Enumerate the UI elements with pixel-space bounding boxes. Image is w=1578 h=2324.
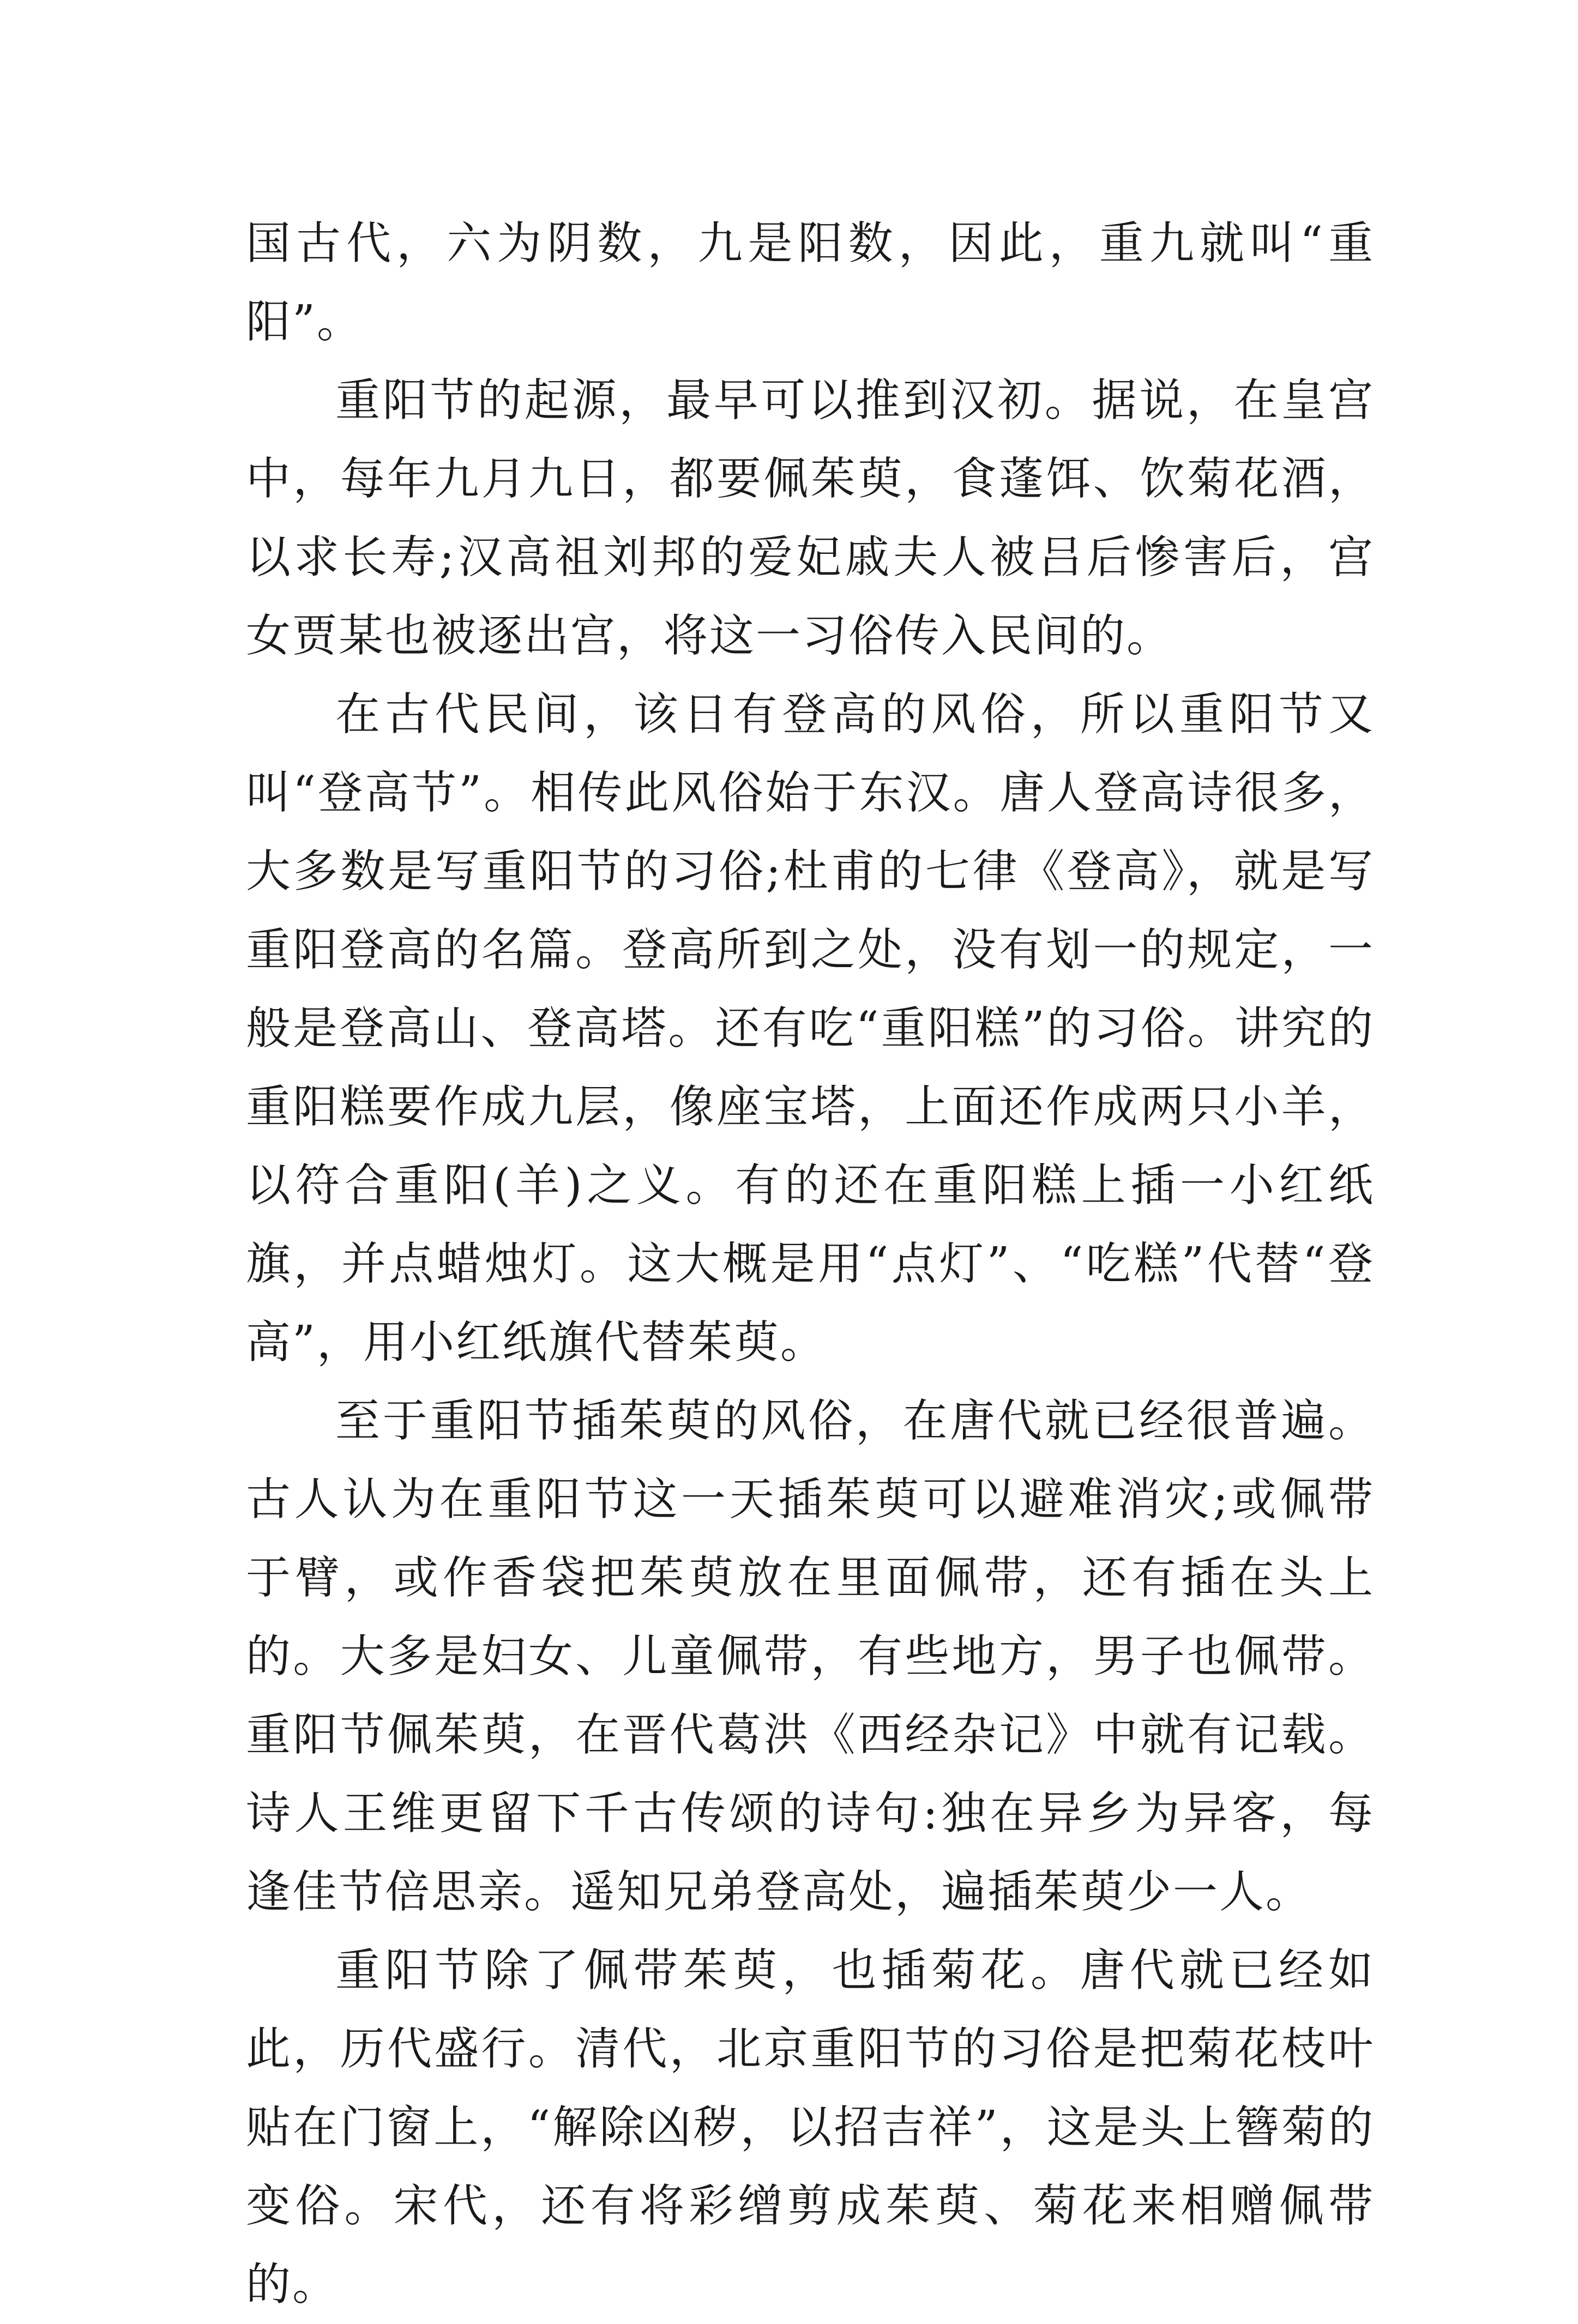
paragraph-origin: 重阳节的起源，最早可以推到汉初。据说，在皇宫中，每年九月九日，都要佩茱萸，食蓬饵、饮菊花酒，以求长寿;汉高祖刘邦的爱妃戚夫人被吕后惨害后，宫女贾某也被逐出宫，将这一习俗传入民间的。 (246, 375, 1375, 662)
paragraph-zhuyu-custom: 至于重阳节插茱萸的风俗，在唐代就已经很普遍。古人认为在重阳节这一天插茱萸可以避难消灾;或佩带于臂，或作香袋把茱萸放在里面佩带，还有插在头上的。大多是妇女、儿童佩带，有些地方，男子也佩带。重阳节佩茱萸，在晋代葛洪《西经杂记》中就有记载。诗人王维更留下千古传颂的诗句:独在异乡为异客，每逢佳节倍思亲。遥知兄弟登高处，遍插茱萸少一人。 (246, 1395, 1375, 1918)
paragraph-climbing-custom: 在古代民间，该日有登高的风俗，所以重阳节又叫“登高节”。相传此风俗始于东汉。唐人登高诗很多，大多数是写重阳节的习俗;杜甫的七律《登高》，就是写重阳登高的名篇。登高所到之处，没有划一的规定，一般是登高山、登高塔。还有吃“重阳糕”的习俗。讲究的重阳糕要作成九层，像座宝塔，上面还作成两只小羊，以符合重阳(羊)之义。有的还在重阳糕上插一小红纸旗，并点蜡烛灯。这大概是用“点灯”、“吃糕”代替“登高”，用小红纸旗代替茱萸。 (246, 689, 1375, 1368)
document-body (246, 204, 1375, 2324)
paragraph-continuation: 国古代，六为阴数，九是阳数，因此，重九就叫“重阳”。 (246, 218, 1375, 348)
paragraph-chrysanthemum-custom: 重阳节除了佩带茱萸，也插菊花。唐代就已经如此，历代盛行。清代，北京重阳节的习俗是把菊花枝叶贴在门窗上，“解除凶秽，以招吉祥”，这是头上簪菊的变俗。宋代，还有将彩缯剪成茱萸、菊花来相赠佩带的。 (246, 1945, 1375, 2310)
